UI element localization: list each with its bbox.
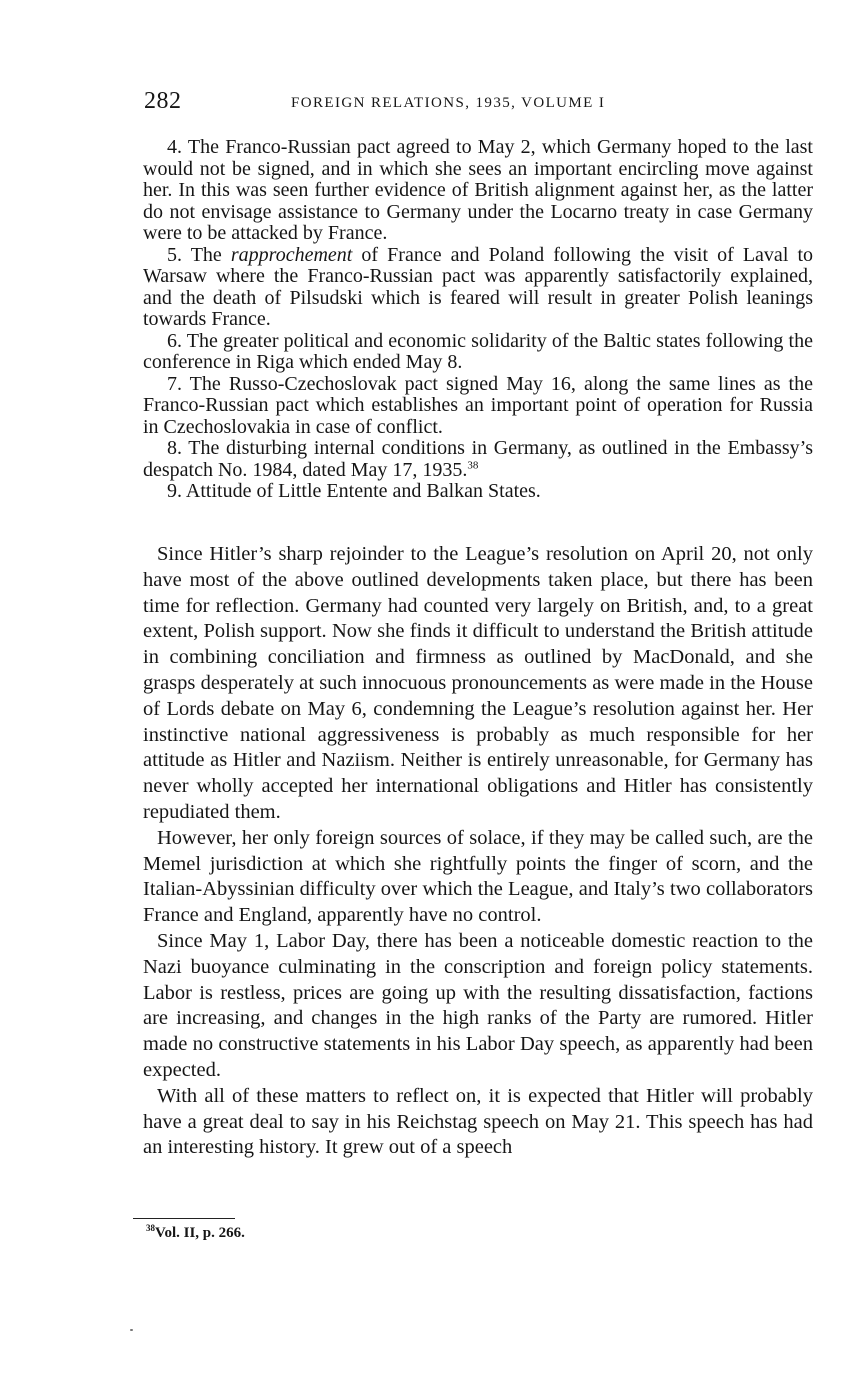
list-item bbox=[143, 438, 813, 481]
running-head: FOREIGN RELATIONS, 1935, VOLUME I bbox=[291, 95, 606, 111]
list-item-text: 6. The greater political and economic solidarity of the Baltic states following the conference in Riga which ended May 8. bbox=[143, 329, 813, 373]
footnote-text: Vol. II, p. 266. bbox=[155, 1225, 245, 1241]
list-item-text: 9. Attitude of Little Entente and Balkan States. bbox=[167, 480, 541, 502]
list-item bbox=[143, 331, 813, 374]
body-paragraph: However, her only foreign sources of solace, if they may be called such, are the Memel jurisdiction at which she rightfully points the finger of scorn, and the Italian-Abyssinian difficulty over which the League, and Italy’s two collaborators France and England, apparently have no control. bbox=[143, 826, 813, 927]
list-item-text: 4. The Franco-Russian pact agreed to May 2, which Germany hoped to the last would not be signed, and in which she sees an important encircling move against her. In this was seen further evidence of British alignment against her, as the latter do not envisage assistance to Germany under the Locarno treaty in case Germany were to be attacked by France. bbox=[143, 136, 813, 244]
list-item bbox=[143, 137, 813, 245]
list-item-emphasis: rapprochement bbox=[230, 243, 353, 266]
numbered-list bbox=[143, 137, 813, 503]
page-number: 282 bbox=[144, 88, 182, 114]
list-item-text: of France and Poland following the visit of Laval to Warsaw where the Franco-Russian pact was apparently satisfactorily explained, and the death of Pilsudski which is feared will result in greater Polish leanings towards France. bbox=[143, 243, 814, 330]
footnote bbox=[146, 1225, 245, 1242]
footnote-reference: 38 bbox=[467, 458, 479, 471]
body-paragraph: Since May 1, Labor Day, there has been a noticeable domestic reaction to the Nazi buoyance culminating in the conscription and foreign policy statements. Labor is restless, prices are going up with the resulting dissatisfaction, factions are increasing, and changes in the high ranks of the Party are rumored. Hitler made no constructive statements in his Labor Day speech, as apparently had been expected. bbox=[143, 929, 813, 1081]
list-item-text: 5. The bbox=[167, 243, 231, 266]
list-item-text: 8. The disturbing internal conditions in Germany, as outlined in the Embassy’s despatch No. 1984, dated May 17, 1935. bbox=[143, 437, 813, 481]
body-paragraph: Since Hitler’s sharp rejoinder to the League’s resolution on April 20, not only have most of the above outlined developments taken place, but there has been time for reflection. Germany had counted very largely on British, and, to a great extent, Polish support. Now she finds it difficult to understand the British attitude in combining conciliation and firmness as outlined by MacDonald, and she grasps desperately at such innocuous pronouncements as were made in the House of Lords debate on May 6, condemning the League’s resolution against her. Her instinctive national aggressiveness is probably as much responsible for her attitude as Hitler and Naziism. Neither is entirely unreasonable, for Germany has never wholly accepted her international obligations and Hitler has consistently repudiated them. bbox=[143, 543, 813, 823]
footnote-divider bbox=[133, 1218, 235, 1219]
list-item bbox=[143, 481, 813, 503]
body-text bbox=[143, 542, 813, 1161]
scan-speck bbox=[130, 1329, 133, 1331]
list-item-text: 7. The Russo-Czechoslovak pact signed May 16, along the same lines as the Franco-Russian pact which establishes an important point of operation for Russia in Czechoslovakia in case of conflict. bbox=[143, 372, 813, 438]
body-paragraph: With all of these matters to reflect on, it is expected that Hitler will probably have a great deal to say in his Reichstag speech on May 21. This speech has had an interesting history. It grew out of a speech bbox=[143, 1084, 813, 1159]
list-item bbox=[143, 245, 813, 331]
page-header bbox=[144, 88, 814, 122]
footnote-marker: 38 bbox=[146, 1223, 155, 1233]
list-item bbox=[143, 374, 813, 439]
